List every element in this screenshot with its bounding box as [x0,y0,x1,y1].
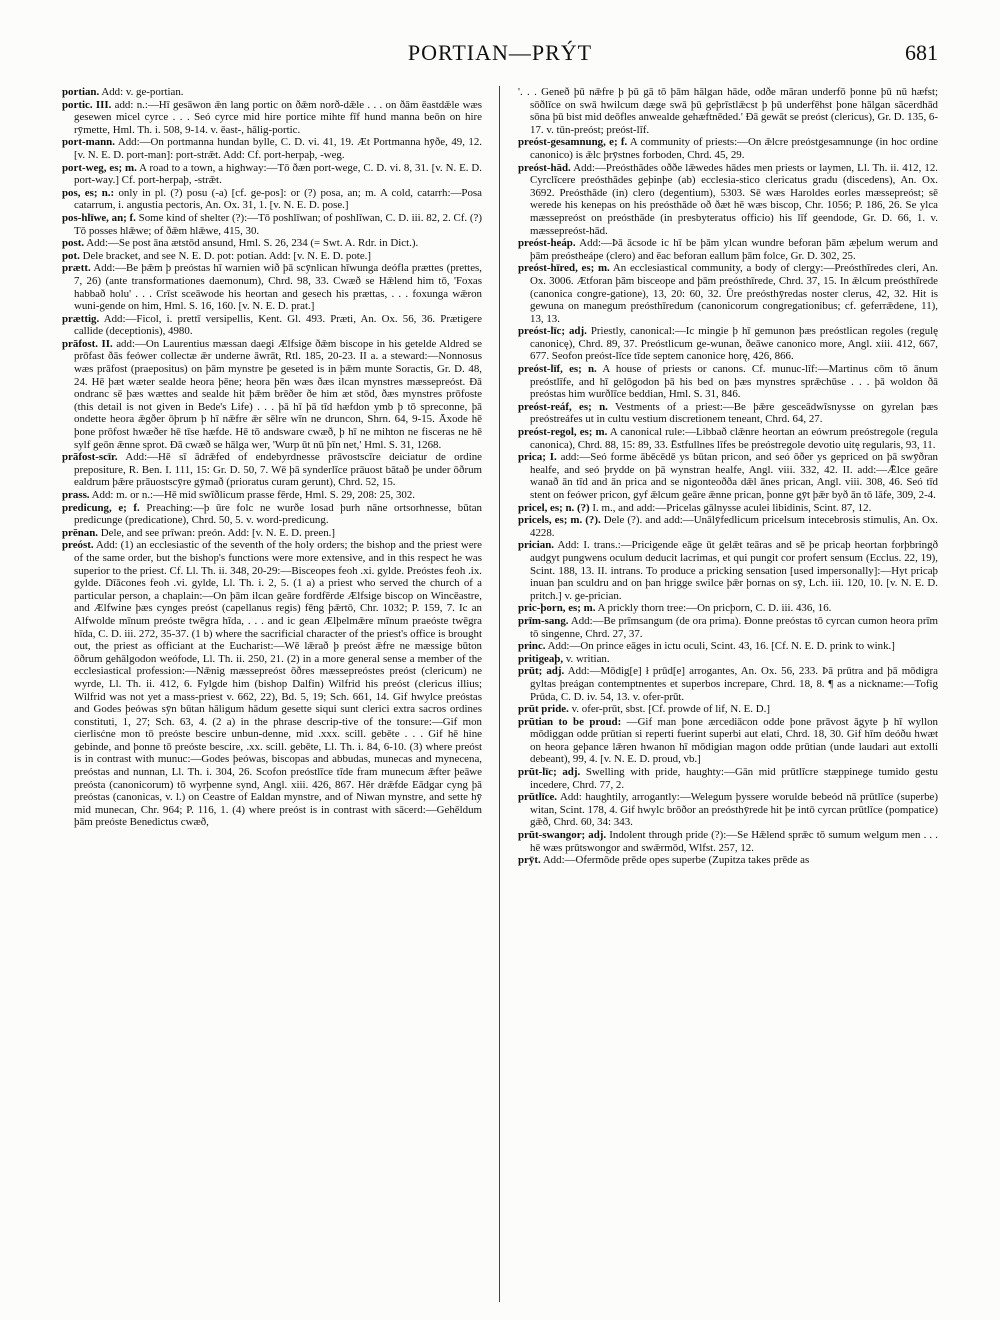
entry-text: v. writian. [565,652,610,665]
entry-text: Swelling with pride, haughty:—Gān mid prūtlīcre stæppinege tumido gestu incedere, Chrd. 77, 2. [530,766,938,791]
entry-text: A community of priests:—On ǣlcre preóstgesamnunge (in hoc ordine canonico) is ǣlc þrȳstnes forboden, Chrd. 45, 29. [530,136,938,161]
entry-text: Dele (?). and add:—Unālȳfedlicum pricelsum intecebrosis stimulis, An. Ox. 4228. [530,514,938,539]
entry-headword: preóst-reáf, es; n. [518,400,608,413]
entry-headword: preóst-heáp. [518,237,576,250]
dictionary-entry [62,250,482,263]
entry-text: '. . . Geneð þū nǣfre þ þū gā tō þām hālgan hāde, odðe māran underfō þonne þū nū hæfst; sōðlīce on swā hwilcum dæge swā þū geþrīstlǣcst þ þū underfēhst þone hālgan sācerdhād sōna þū bist mid deōfles anwealde gehæftnēded.' Ðā gewāt se preóst (clericus), Gr. D. 135, 6-17. v. tūn-preóst; preóst-līf. [518,86,938,136]
dictionary-entry [518,401,938,426]
entry-headword: princ. [518,640,546,653]
dictionary-entry [62,187,482,212]
entry-text: only in pl. (?) posu (-a) [cf. ge-pos]: or (?) posa, an; m. A cold, catarrh:—Posa catarrum, i. angustia pectoris, An. Ox. 31, 1. [v. N. E. D. pose.] [74,186,482,212]
entry-headword: pricel, es; n. (?) [518,501,590,514]
page-number: 681 [905,40,938,65]
running-title: PORTIAN—PRÝT [407,40,593,65]
entry-headword: preóst-regol, es; m. [518,426,608,439]
dictionary-entry [518,653,938,666]
entry-text: Vestments of a priest:—Be þǣre gesceādwīsnysse on gyrelan þæs preóstreáfes ut in cultu vestium discretionem teneant, Chrd. 64, 27. [530,400,938,426]
left-column [62,86,482,1306]
right-column [518,86,938,1306]
dictionary-entry [518,716,938,766]
entry-text: add: n.:—Hī gesāwon ǣn lang portic on ðǣm norð-dǣle . . . on ðām ēastdǣle wæs gesewen micel cyrce . . . Seó cyrce mid hire portice mihte fīf hund manna beōn on hire rȳmette, Hml. Th. i. 508, 9-14. v. ēast-, hālig-portic. [74,98,482,136]
entry-text: Add:—Þā ācsode ic hī be þām ylcan wundre beforan þām æþelum werum and þām preóstheápe (clero) and ēac beforan eallum þām folce, Gr. D. 302, 25. [530,237,938,262]
entry-headword: portian. [62,86,100,98]
entry-text: Add: I. trans.:—Pricigende eāge ūt gelǣt teāras and sē þe pricaþ heortan forþbringð audgyt pungwens oculum deducit lacrimas, et qui pungit cor profert sensum (Ecclus. 22, 19), Scint. 188, 13. II. intrans. To produce a pricking sensation [used impersonally]:—Hyt pricaþ inuan þan sculdru and on þan hrigge swilce þǣr þornas on sȳ, Lch. iii. 120, 10. [v. N. E. D. pritch.] v. ge-prician. [530,539,938,602]
entry-text: Add:—On prince eāges in ictu oculi, Scint. 43, 16. [Cf. N. E. D. prink to wink.] [547,640,895,653]
entry-headword: prēnan. [62,526,99,539]
dictionary-entry [518,854,938,867]
dictionary-entry [62,212,482,237]
entry-headword: port-weg, es; m. [62,161,137,174]
entry-text: —Gif man þone ærcediācon odde þone prāvost āgyte þ hī wyllon mōdiggan odde prūtian si reperti fuerint superbi aut elati, Chrd. 18, 30. Gif hīm deóðu hwæt on heora geþance lǣren hwanon hī mōdigian magon odde prūtian (unde laudari aut extolli debeant), 99, 4. [v. N. E. D. proud, vb.] [530,715,938,766]
dictionary-entry [518,640,938,653]
entry-text: Dele, and see prīwan: preón. Add: [v. N. E. D. preen.] [100,526,336,539]
entry-text: Add:—Be prīmsangum (de ora prima). Ðonne preóstas tō cyrcan cumon heora prīm tō singenne, Chrd. 27, 37. [530,614,938,640]
dictionary-entry [62,527,482,540]
entry-headword: prass. [62,489,90,501]
dictionary-entry [518,766,938,791]
entry-headword: pot. [62,249,80,262]
entry-headword: prīm-sang. [518,614,569,627]
entry-text: Add: haughtily, arrogantly:—Welegum þyssere worulde bebeód nā prūtlīce (superbe) witan, Scint. 178, 4. Gif hwylc brōðor an preósthȳrede hit þe intō cyrcan prūtlīce (pompatice) gǣð, Chrd. 60, 34: 343. [530,791,938,829]
entry-headword: prætt. [62,262,91,275]
entry-text: v. ofer-prūt, sbst. [Cf. prowde of lif, N. E. D.] [571,703,770,716]
entry-text: Some kind of shelter (?):—Tō poshlīwan; of poshlīwan, C. D. iii. 82, 2. Cf. (?) Tō posses hlǣwe; of ðǣm hlǣwe, 415, 30. [74,211,482,237]
dictionary-entry [518,363,938,401]
entry-text: Add: v. ge-portian. [101,86,184,98]
dictionary-entry [518,514,938,539]
entry-headword: preóst-līf, es; n. [518,363,597,376]
entry-text: Add:—Ofermōde prēde opes superbe (Zupitza takes prēde as [542,854,810,867]
running-head [62,40,938,76]
entry-headword: prūtian to be proud: [518,715,622,728]
entry-headword: preóst-hīred, es; m. [518,262,610,275]
dictionary-entry [62,539,482,829]
entry-headword: prician. [518,539,555,552]
entry-text: Add:—Preósthādes oððe lǣwedes hādes men priests or laymen, Ll. Th. ii. 412, 12. Cyrclīcere preósthādes geþinþe (ab) ecclesia-stico clericatus gradu (discedens), An. Ox. 3692. Preósthāde (in) clero (degentium), 5303. Sē wæs Haroldes eorles mæssepreóst; sē werede his kenepas on his preósthāde oð ðæt hē wæs biscop, Chr. 1056; P. 186, 26. Se ylca mæssepreóst on preósthāde (in presbyteratus officio) his līf geendode, Gr. D. 66, 1. v. mæssepreóst-hād. [530,161,938,237]
entry-headword: portic. III. [62,98,112,111]
entry-text: I. m., and add:—Pricelas gālnysse aculei libidinis, Scint. 87, 12. [592,501,872,514]
dictionary-entry [518,86,938,136]
dictionary-entry [518,829,938,854]
entry-text: Add: m. or n.:—Hē mid swīðlicum prasse fērde, Hml. S. 29, 208: 25, 302. [91,489,416,501]
entry-headword: prūt-līc; adj. [518,766,581,779]
entry-headword: pric-þorn, es; m. [518,602,596,615]
dictionary-entry [518,703,938,716]
entry-headword: prættig. [62,312,100,325]
entry-text: Add: (1) an ecclesiastic of the seventh of the holy orders; the bishop and the priest were of the same order, but the bishop's functions were more extensive, and in this respect he was superior to the priest. Cf. Ll. Th. ii. 348, 20-29:—Bisceopes feoh .xi. gylde. Preóstes feoh .ix. gylde. Dīācones feoh .vi. gylde, Ll. Th. i. 2, 5. (1 a) a priest who served the church of a particular person, a chaplain:—On þām ilcan geāre fordfērde Ælfsige biscop on Wincēastre, and Ælfwine þæs cynges preóst (capellanus regis) fēng þǣrtō, Chr. 1032; P. 159, 7. Ic an Alfwolde mīnum preóste twēgra hīda, . . . and ic gean Ælþelmǣre mīnum praeóste twēgra hīda, C. D. iii. 272, 35-37. (1 b) where the sacrificial character of the priest's office is brought out, the priest as officiant at the Eucharist:—Wē lǣrað þ preóst ǣfre ne mæssige būton ōðrum gehālgodon weófode, Ll. Th. ii. 250, 21. (2) in a more general sense a member of the ecclesiastical profession:—Nǣnig mæssepreóst ōðres mæssepreóstes preóst (clericum) ne wyrde, Ll. Th. ii. 412, 6. Fylgde him (bishop Dalfin) Wilfrid his preóst (clericus illius; Wilfrid was not yet a mass-priest v. 662, 22), Bd. 5, 19; Sch. 661, 14. Gif hwylce preóstas and Godes þeówas sȳn būtan hāligum hādum gesette siqui sunt clerici extra sacros ordines constituti, 1, 27; Sch. 63, 4. (2 a) in the phrase descrip-tive of the tonsure:—Gif mon cierlisćne mon tō preóste bescire unbun-denne, mid .xxx. scill. gebēte . . . Gif hē hine gebinde, and þonne tō preóste bescire, .xx. scill. gebēte, Ll. Th. i. 84, 6-10. (3) where preóst is in contrast with munuc:—Godes þeówas, biscopas and abbudas, munecas and mynecena, preóstas and nunnan, Ll. Th. i. 304, 26. Scofon preóstlīce tīde fram munecum ǣfter þeāwe preósta (canonicorum) tō wyrþenne synd, Angl. xiii. 426, 867. Hēr drǣfde Eādgar cyng þā preóstas (canonicas, v. l.) on Ceastre of Ealdan mynstre, and of Niwan mynstre, and sette hȳ mid munecan, Chr. 964; P. 116, 1. (4) where preóst is in contrast with sācerd:—Gehēldum þām preóste Benedictus cwæð, [74,539,482,829]
entry-headword: pos, es; n.: [62,186,115,199]
entry-text: Preaching:—þ ūre folc ne wurðe losad þurh nāne ortsorhnesse, būtan predicunge (predicatione), Chrd. 50, 5. v. word-predicung. [74,501,482,527]
dictionary-entry [62,489,482,502]
dictionary-entry [518,451,938,501]
entry-headword: prūt-swangor; adj. [518,829,607,842]
entry-text: Add:—Be þǣm þ preóstas hī warnien wið þā scȳnlican hīwunga deófla prættes (prettes, 7, 26) (ante transformationes daemonum), Chrd. 98, 33. Cwæð se Hǣlend him tō, 'Foxas habbað holu' . . . Crīst sceāwode his heortan and gesech his prættas, . . . foxunga wǣron wuni-gende on him, Hml. S. 16, 160. [v. N. E. D. prat.] [74,262,482,313]
dictionary-entry [518,539,938,602]
entry-text: Priestly, canonical:—Ic mingie þ hī gemunon þæs preóstlican regoles (regulę canonicę), Chrd. 89, 37. Preóstlicum ge-wunan, ðeāwe canonico more, Angl. xiii. 412, 667, 677. Seofon preóst-līce tīde septem canonice horę, 426, 866. [530,325,938,363]
dictionary-entry [62,313,482,338]
dictionary-entry [62,237,482,250]
entry-headword: preóst-līc; adj. [518,325,587,338]
dictionary-entry [518,791,938,829]
dictionary-entry [62,451,482,489]
entry-headword: predicung, e; f. [62,501,140,514]
entry-text: Dele bracket, and see N. E. D. pot: potian. Add: [v. N. E. D. pote.] [82,249,372,262]
dictionary-entry [62,162,482,187]
entry-headword: preóst. [62,539,94,552]
entry-headword: prica; I. [518,451,557,464]
entry-text: An ecclesiastical community, a body of clergy:—Preósthīredes cleri, An. Ox. 3006. Ætforan þām bisceope and þām preósthīrede, Chrd. 37, 15. In ǣlcum preósthīrede (canonica congre-gatione), 13, 20: 60, 32. Ūre preósthȳredas noster clerus, 42, 32. Hit is gewuna on manegum preósthīredum (canonicorum congregationibus; cf. geferrǣdene, 11), 13, 13. [530,262,938,325]
entry-text: Add:—Se post āna ætstōd ansund, Hml. S. 26, 234 (= Swt. A. Rdr. in Dict.). [86,237,419,250]
entry-headword: prāfost. II. [62,337,113,350]
dictionary-entry [62,262,482,312]
entry-text: A house of priests or canons. Cf. munuc-līf:—Martinus cōm tō ānum preóstlīfe, and hī gelōgodon þā his bed on þæs mynstres sprǣchūse . . . þā woldon ðā preóstas him wurðlīce beddian, Hml. S. 31, 846. [530,363,938,401]
dictionary-entry [518,237,938,262]
entry-text: Add:—On portmanna hundan bylle, C. D. vi. 41, 19. Æt Portmanna hȳðe, 49, 12. [v. N. E. D. port-man]: port-strǣt. Add: Cf. port-herpaþ, -weg. [74,136,482,161]
entry-headword: preóst-hād. [518,161,571,174]
entry-headword: prūt; adj. [518,665,565,678]
dictionary-entry [62,86,482,99]
entry-headword: pricels, es; m. (?). [518,514,601,527]
text-columns [62,86,940,1306]
dictionary-entry [518,162,938,238]
entry-text: Add:—Hē sī ādrǣfed of endebyrdnesse prāvostscīre deiciatur de ordine prepositure, R. Ben. I. 111, 15: Gr. D. 50, 7. Wē þā synderlīce prāuost bātað þe under ōðrum ealdrum þǣre prāuostscȳre gȳmað (prioratus curam gerunt), Chrd. 52, 15. [74,451,482,489]
dictionary-entry [518,615,938,640]
entry-text: A prickly thorn tree:—On pricþorn, C. D. iii. 436, 16. [597,602,832,615]
entry-headword: port-mann. [62,136,115,149]
entry-headword: post. [62,237,85,250]
entry-headword: prāfost-scīr. [62,451,118,464]
entry-text: A road to a town, a highway:—Tō ðæn port-wege, C. D. vi. 8, 31. [v. N. E. D. port-way.] Cf. port-herpaþ, -strǣt. [74,161,482,187]
dictionary-entry [518,602,938,615]
dictionary-entry [518,665,938,703]
dictionary-entry [62,99,482,137]
entry-headword: pritigeaþ, [518,652,564,665]
dictionary-entry [62,136,482,161]
entry-text: Indolent through pride (?):—Se Hǣlend sprǣc tō sumum welgum men . . . hē wæs prūtswongor and swǣrmōd, Wlfst. 257, 12. [530,829,938,854]
dictionary-entry [62,502,482,527]
dictionary-entry [518,325,938,363]
entry-headword: preóst-gesamnung, e; f. [518,136,628,149]
entry-text: add:—Seó forme ābēcēdē ys būtan pricon, and seó ōðer ys gepriced on þā swȳðran healfe, and seó þrydde on þā wynstran healfe, Angl. viii. 332, 42. II. add:—Ǣlce geāre wanað ān tīd and ān prica and se nigonteoðða dǣl ānes prican, Angl. viii. 308, 46. Seó tīd stent on feówer pricon, gyf ǣlcum geāre ǣnne prican, þonne gȳt þǣr byð ān tō lāfe, 309, 2-4. [530,451,938,501]
entry-headword: pos-hlīwe, an; f. [62,211,136,224]
entry-text: A canonical rule:—Libbað clǣnre heortan an eówrum preóstregole (regula canonica), Chrd. 88, 15: 89, 33. Ēstfullnes līfes be preóstregole devotio uitę regularis, 93, 11. [530,426,938,451]
entry-text: Add:—Mōdig[e] ł prūd[e] arrogantes, An. Ox. 56, 233. Þā prūtra and þā mōdigra gyltas þreágan contemptnentes et superbos increpare, Chrd. 18, 8. ¶ as a nickname:—Tofig Prūda, C. D. iv. 54, 13. v. ofer-prūt. [530,665,938,703]
dictionary-entry [518,136,938,161]
entry-headword: prūt pride. [518,703,569,716]
entry-headword: prūtlīce. [518,791,558,804]
dictionary-entry [518,262,938,325]
dictionary-entry [518,502,938,515]
dictionary-entry [62,338,482,451]
entry-text: Add:—Ficol, i. prettī versipellis, Kent. Gl. 493. Præti, An. Ox. 56, 36. Prætigere callide (deceptionis), 4980. [74,312,482,338]
entry-headword: prȳt. [518,854,541,867]
dictionary-entry [518,426,938,451]
entry-text: add:—On Laurentius mæssan daegi Ælfsige ðǣm biscope in his getelde Aldred se prōfast ðās feówer collectæ ǣr underne āwrāt, Rtl. 185, 20-23. II a. a steward:—Nonnosus wæs prāfost (praepositus) on þām mynstre þe geseted is in þǣm munte Soractis, Gr. D. 48, 24. Hē þæt wæter sealde heora þēne; heora þēn wæs ðæs ilcan mynstres mæssepreóst. Ðā ondranc sē þæs wættes and sealde hit þǣm brēðer ðe him æt stōd, ðæs mynstres prōfoste (this detail is not given in Bede's Life) . . . þā hī þā tīd hæfdon ymb þ tō spreconne, þā ondette heora ǣgðer ōþrum þ hī nǣfre ǣr sēlre wīn ne druncon, Shrn. 64, 9-15. Āxode hē þone prōfost hwæðer hē tīse hæfde. Hē tō andsware cwæð, þ hī ne mihton ne fisceras ne hē sylf geōn ǣnne sprot. Ðā cwæð se hālga wer, 'Wurp ūt nū þīn net,' Hml. S. 31, 1268. [74,337,482,451]
column-rule [499,86,500,1302]
